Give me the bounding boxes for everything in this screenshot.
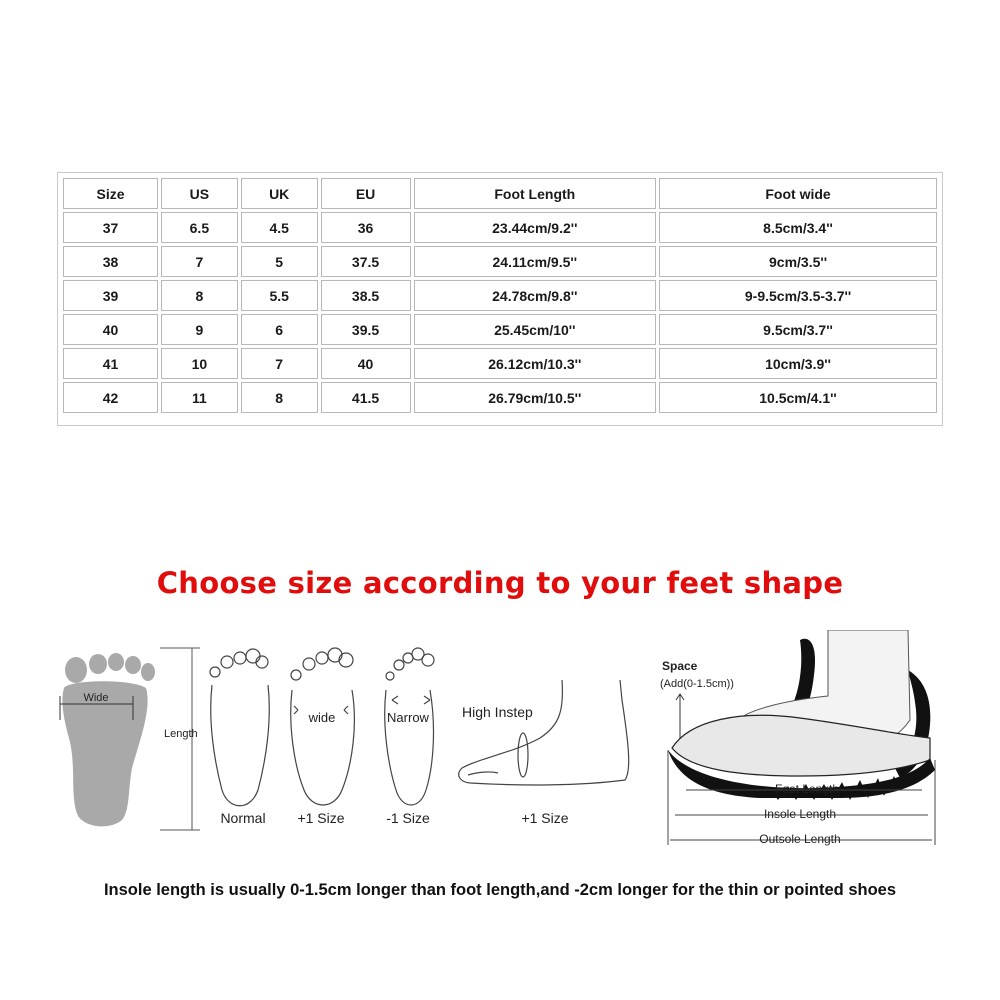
narrow-foot-icon	[385, 648, 434, 805]
table-cell: 38.5	[321, 280, 411, 311]
table-row	[63, 348, 937, 379]
table-cell: 23.44cm/9.2''	[414, 212, 657, 243]
high-instep-foot-icon	[459, 680, 629, 785]
foot-silhouette-icon	[62, 653, 155, 826]
size-chart-table	[57, 172, 943, 426]
size-chart-grid	[60, 175, 940, 416]
insole-length-label: Insole Length	[763, 807, 837, 821]
table-cell: 11	[161, 382, 238, 413]
table-row	[63, 382, 937, 413]
table-row	[63, 212, 937, 243]
outsole-length-label: Outsole Length	[759, 832, 841, 846]
wide-foot-mark: wide	[308, 710, 336, 725]
table-cell: 10	[161, 348, 238, 379]
table-row	[63, 314, 937, 345]
space-label: Space	[662, 659, 698, 673]
table-cell: 36	[321, 212, 411, 243]
wide-foot-icon	[291, 648, 355, 805]
table-cell: 26.79cm/10.5''	[414, 382, 657, 413]
table-cell: 42	[63, 382, 158, 413]
table-cell: 10cm/3.9''	[659, 348, 937, 379]
table-cell: 8	[161, 280, 238, 311]
table-cell: 7	[161, 246, 238, 277]
table-cell: 9	[161, 314, 238, 345]
table-cell: 6.5	[161, 212, 238, 243]
narrow-foot-mark: Narrow	[387, 710, 429, 725]
table-cell: 7	[241, 348, 318, 379]
table-row	[63, 246, 937, 277]
table-cell: 4.5	[241, 212, 318, 243]
foot-length-label: Foot Length	[774, 782, 840, 796]
table-cell: 8.5cm/3.4''	[659, 212, 937, 243]
wide-foot-caption: +1 Size	[297, 810, 345, 826]
insole-note: Insole length is usually 0-1.5cm longer than foot length,and -2cm longer for the thin or pointed shoes	[103, 881, 897, 899]
table-cell: 39	[63, 280, 158, 311]
table-cell: 41	[63, 348, 158, 379]
guide-heading: Choose size according to your feet shape	[156, 566, 844, 600]
column-header: US	[161, 178, 238, 209]
normal-foot-caption: Normal	[220, 810, 266, 826]
wide-measure-label: Wide	[83, 692, 109, 704]
table-cell: 6	[241, 314, 318, 345]
instep-caption: +1 Size	[521, 810, 569, 826]
table-cell: 37.5	[321, 246, 411, 277]
narrow-foot-caption: -1 Size	[386, 810, 430, 826]
column-header: EU	[321, 178, 411, 209]
column-header: Size	[63, 178, 158, 209]
table-cell: 5.5	[241, 280, 318, 311]
column-header: UK	[241, 178, 318, 209]
table-cell: 24.11cm/9.5''	[414, 246, 657, 277]
normal-foot-icon	[210, 649, 269, 806]
table-header-row	[63, 178, 937, 209]
length-measure-label: Length	[164, 728, 198, 740]
table-cell: 40	[321, 348, 411, 379]
table-cell: 38	[63, 246, 158, 277]
table-cell: 8	[241, 382, 318, 413]
column-header: Foot Length	[414, 178, 657, 209]
instep-title: High Instep	[462, 704, 533, 720]
table-cell: 9.5cm/3.7''	[659, 314, 937, 345]
table-row	[63, 280, 937, 311]
table-cell: 37	[63, 212, 158, 243]
table-cell: 26.12cm/10.3''	[414, 348, 657, 379]
foot-measurement-illustrations	[0, 630, 1000, 865]
table-cell: 5	[241, 246, 318, 277]
table-cell: 40	[63, 314, 158, 345]
space-note: (Add(0-1.5cm))	[660, 678, 734, 690]
table-cell: 39.5	[321, 314, 411, 345]
table-cell: 9cm/3.5''	[659, 246, 937, 277]
column-header: Foot wide	[659, 178, 937, 209]
table-cell: 24.78cm/9.8''	[414, 280, 657, 311]
table-cell: 41.5	[321, 382, 411, 413]
table-cell: 25.45cm/10''	[414, 314, 657, 345]
table-cell: 10.5cm/4.1''	[659, 382, 937, 413]
shoe-cross-section-icon	[668, 630, 935, 800]
table-cell: 9-9.5cm/3.5-3.7''	[659, 280, 937, 311]
